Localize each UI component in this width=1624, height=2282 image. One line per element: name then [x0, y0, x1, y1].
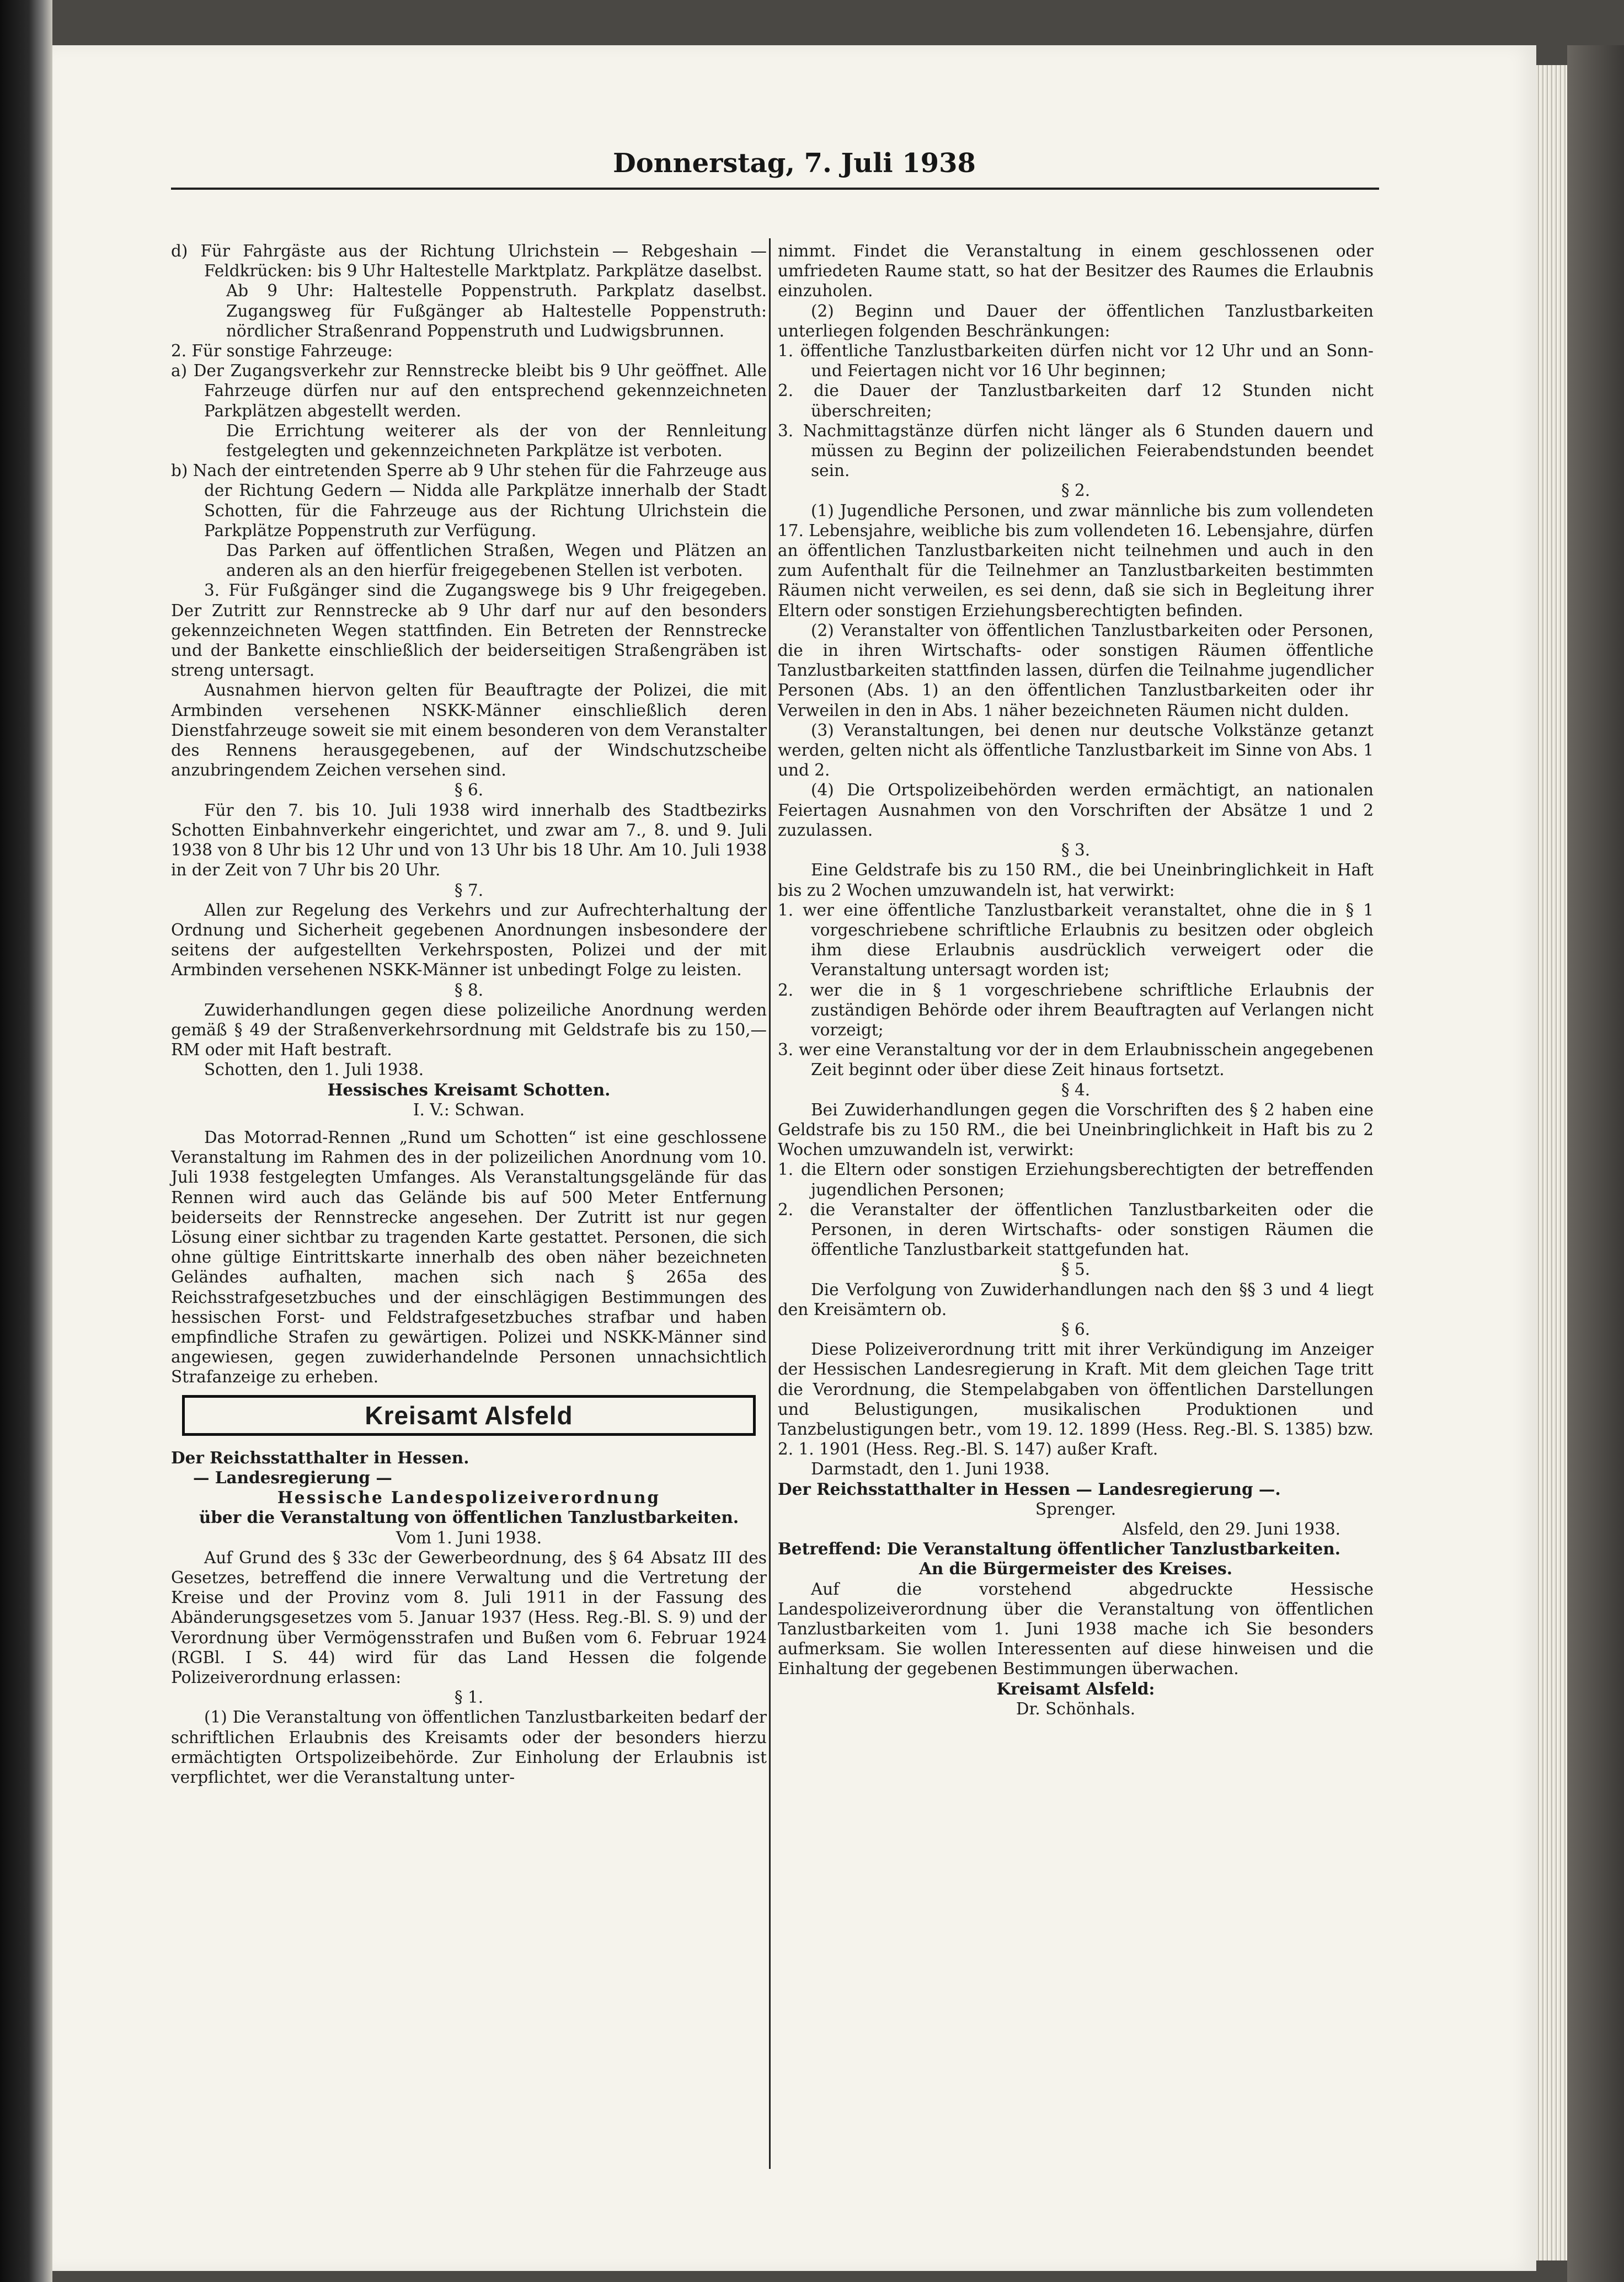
newspaper-page — [52, 45, 1536, 2271]
section-heading: § 6. — [1061, 1319, 1091, 1339]
place-date: Schotten, den 1. Juli 1938. — [204, 1060, 424, 1079]
darmstadt-date: Darmstadt, den 1. Juni 1938. — [811, 1460, 1050, 1479]
item-3: 3. Für Fußgänger sind die Zugangswege bis 9 Uhr freigegeben. Der Zutritt zur Rennstrecke ab 9 Uhr darf nur auf den besonders gekennzeichneten Wegen stattfinden. Ein Betreten der Rennstrecke und der Bankette einschließlich der beiderseitigen Straßengräben ist streng untersagt. — [171, 581, 767, 680]
item-a: a) Der Zugangsverkehr zur Rennstrecke bleibt bis 9 Uhr geöffnet. Alle Fahrzeuge dürfen nur auf den entsprechend gekennzeichneten Parkplätzen abgestellt werden. — [171, 361, 767, 420]
betreffend-line: Betreffend: Die Veranstaltung öffentlicher Tanzlustbarkeiten. — [778, 1539, 1340, 1559]
issuing-authority: Hessisches Kreisamt Schotten. — [327, 1079, 611, 1099]
left-column — [171, 241, 767, 1787]
kreisamt-alsfeld-box: Kreisamt Alsfeld — [182, 1395, 756, 1436]
sprenger-signature: Sprenger. — [1035, 1499, 1116, 1519]
reichsstatthalter-line: Der Reichsstatthalter in Hessen. — [171, 1447, 469, 1467]
section-heading: § 5. — [1061, 1260, 1091, 1279]
signer-name: Dr. Schönhals. — [1016, 1699, 1136, 1718]
list-item: 3. Nachmittagstänze dürfen nicht länger als 6 Stunden dauern und müssen zu Beginn der polizeilichen Feierabendstunden beendet sein. — [778, 421, 1374, 480]
item-d: d) Für Fahrgäste aus der Richtung Ulrichstein — Rebgeshain — Feldkrücken: bis 9 Uhr Haltestelle Marktplatz. Parkplätze daselbst. — [171, 242, 767, 281]
section-1-text: (1) Die Veranstaltung von öffentlichen Tanzlustbarkeiten bedarf der schriftlichen Erlaubnis des Kreisamts oder der besonders hierzu ermächtigten Ortspolizeibehörde. Zur Einholung der Erlaubnis ist verpflichtet, wer die Veranstaltung unter- — [171, 1708, 767, 1787]
section-8-text: Zuwiderhandlungen gegen diese polizeiliche Anordnung werden gemäß § 49 der Straßenverkehrsordnung mit Geldstrafe bis zu 150,— RM oder mit Haft bestraft. — [171, 1000, 767, 1060]
list-item: 3. wer eine Veranstaltung vor der in dem Erlaubnisschein angegebenen Zeit beginnt oder über diese Zeit hinaus fortsetzt. — [778, 1040, 1374, 1079]
reichsstatthalter-signature: Der Reichsstatthalter in Hessen — Landesregierung —. — [778, 1479, 1281, 1499]
section-2-para-3: (3) Veranstaltungen, bei denen nur deutsche Volkstänze getanzt werden, gelten nicht als öffentliche Tanzlustbarkeit im Sinne von Abs. 1 und 2. — [778, 720, 1374, 780]
previous-page-edge — [0, 0, 52, 2282]
right-column — [778, 241, 1374, 1719]
section-7-text: Allen zur Regelung des Verkehrs und zur Aufrechterhaltung der Ordnung und Sicherheit gegebenen Anordnungen insbesondere der seitens der aufgestellten Verkehrsposten, Polizei und der mit Armbinden versehenen NSKK-Männer ist unbedingt Folge zu leisten. — [171, 900, 767, 980]
section-4-intro: Bei Zuwiderhandlungen gegen die Vorschriften des § 2 haben eine Geldstrafe bis zu 150 RM., die bei Uneinbringlichkeit in Haft bis zu 2 Wochen umzuwandeln ist, verwirkt: — [778, 1100, 1374, 1159]
section-heading: § 8. — [454, 980, 484, 1000]
section-2-para-2: (2) Veranstalter von öffentlichen Tanzlustbarkeiten oder Personen, die in ihren Wirtschafts- oder sonstigen Räumen öffentliche Tanzlustbarkeiten stattfinden lassen, dürfen die Teilnahme jugendlicher Personen (Abs. 1) an den öffentlichen Tanzlustbarkeiten oder ihr Verweilen in den in Abs. 1 näher bezeichneten Räumen nicht dulden. — [778, 621, 1374, 720]
list-item: 1. öffentliche Tanzlustbarkeiten dürfen nicht vor 12 Uhr und an Sonn- und Feiertagen nicht vor 16 Uhr beginnen; — [778, 341, 1374, 381]
kreisamt-signature: Kreisamt Alsfeld: — [996, 1679, 1155, 1698]
section-heading: § 7. — [454, 880, 484, 900]
column-divider — [769, 238, 771, 2169]
header-rule — [171, 188, 1379, 190]
section-6-text: Diese Polizeiverordnung tritt mit ihrer Verkündigung im Anzeiger der Hessischen Landesregierung in Kraft. Mit dem gleichen Tage tritt die Verordnung, die Stempelabgaben von öffentlichen Darstellungen und Belustigungen, musikalischen Produktionen und Tanzbelustigungen betr., vom 19. 12. 1899 (Hess. Reg.-Bl. S. 1385) bzw. 2. 1. 1901 (Hess. Reg.-Bl. S. 147) außer Kraft. — [778, 1340, 1374, 1459]
ordinance-title: Hessische Landespolizeiverordnung — [277, 1488, 661, 1508]
book-binding — [1567, 45, 1624, 2282]
section-heading: § 4. — [1061, 1080, 1091, 1099]
continuation-text: nimmt. Findet die Veranstaltung in einem geschlossenen oder umfriedeten Raume statt, so hat der Besitzer des Raumes die Erlaubnis einzuholen. — [778, 242, 1374, 301]
section-heading: § 2. — [1061, 481, 1091, 500]
section-3-intro: Eine Geldstrafe bis zu 150 RM., die bei Uneinbringlichkeit in Haft bis zu 2 Wochen umzuwandeln ist, hat verwirkt: — [778, 861, 1374, 900]
section-6-text: Für den 7. bis 10. Juli 1938 wird innerhalb des Stadtbezirks Schotten Einbahnverkehr eingerichtet, und zwar am 7., 8. und 9. Juli 1938 von 8 Uhr bis 12 Uhr und von 13 Uhr bis 18 Uhr. Am 10. Juli 1938 in der Zeit von 7 Uhr bis 20 Uhr. — [171, 800, 767, 880]
list-item: 1. die Eltern oder sonstigen Erziehungsberechtigten der betreffenden jugendlichen Personen; — [778, 1160, 1374, 1199]
section-heading: § 3. — [1061, 841, 1091, 860]
alsfeld-date: Alsfeld, den 29. Juni 1938. — [1122, 1520, 1340, 1538]
section-2-para-1: (1) Jugendliche Personen, und zwar männliche bis zum vollendeten 17. Lebensjahre, weibliche bis zum vollendeten 16. Lebensjahre, dürfen an öffentlichen Tanzlustbarkeiten nicht teilnehmen und auch in den zum Aufenthalt für die Teilnehmer an Tanzlustbarkeiten bestimmten Räumen nicht verweilen, es sei denn, daß sie sich in Begleitung ihrer Eltern oder sonstigen Erziehungsberechtigten befinden. — [778, 501, 1374, 620]
closing-paragraph: Auf die vorstehend abgedruckte Hessische Landespolizeiverordnung über die Veranstaltung von öffentlichen Tanzlustbarkeiten vom 1. Juni 1938 mache ich Sie besonders aufmerksam. Sie wollen Interessenten auf diese hinweisen und die Einhaltung der gegebenen Bestimmungen überwachen. — [778, 1579, 1374, 1679]
list-item: 2. die Dauer der Tanzlustbarkeiten darf 12 Stunden nicht überschreiten; — [778, 381, 1374, 420]
ordinance-subtitle: über die Veranstaltung von öffentlichen Tanzlustbarkeiten. — [199, 1508, 739, 1527]
ordinance-date: Vom 1. Juni 1938. — [396, 1528, 542, 1547]
exceptions-paragraph: Ausnahmen hiervon gelten für Beauftragte der Polizei, die mit Armbinden versehenen NSKK-Männer einschließlich deren Dienstfahrzeuge soweit sie mit einem besonderen von dem Veranstalter des Rennens herausgegebenen, auf der Windschutzscheibe anzubringendem Zeichen versehen sind. — [171, 681, 767, 780]
item-a-cont: Die Errichtung weiterer als der von der Rennleitung festgelegten und gekennzeichneten Parkplätze ist verboten. — [226, 421, 767, 461]
section-heading: § 1. — [454, 1688, 484, 1707]
paragraph-2-intro: (2) Beginn und Dauer der öffentlichen Tanzlustbarkeiten unterliegen folgenden Beschränkungen: — [778, 301, 1374, 340]
landesregierung-line: — Landesregierung — — [193, 1467, 392, 1487]
preamble: Auf Grund des § 33c der Gewerbeordnung, des § 64 Absatz III des Gesetzes, betreffend die innere Verwaltung und die Vertretung der Kreise und der Provinz vom 8. Juli 1911 in der Fassung des Abänderungsgesetzes vom 5. Januar 1937 (Hess. Reg.-Bl. S. 9) und der Verordnung über Vermögensstrafen und Bußen vom 6. Februar 1924 (RGBl. I S. 44) wird für das Land Hessen die folgende Polizeiverordnung erlassen: — [171, 1548, 767, 1687]
addressee-line: An die Bürgermeister des Kreises. — [918, 1559, 1233, 1579]
list-item: 1. wer eine öffentliche Tanzlustbarkeit veranstaltet, ohne die in § 1 vorgeschriebene schriftliche Erlaubnis zu besitzen oder obgleich ihm diese Erlaubnis ausdrücklich verweigert oder die Veranstaltung untersagt worden ist; — [778, 900, 1374, 980]
section-heading: § 6. — [454, 781, 484, 800]
item-b-cont: Das Parken auf öffentlichen Straßen, Wegen und Plätzen an anderen als an den hierfür freigegebenen Stellen ist verboten. — [226, 541, 767, 580]
list-item: 2. wer die in § 1 vorgeschriebene schriftliche Erlaubnis der zuständigen Behörde oder ihrem Beauftragten auf Verlangen nicht vorzeigt; — [778, 980, 1374, 1039]
signature-line: I. V.: Schwan. — [413, 1100, 525, 1119]
running-head: Donnerstag, 7. Juli 1938 — [613, 148, 976, 179]
section-5-text: Die Verfolgung von Zuwiderhandlungen nach den §§ 3 und 4 liegt den Kreisämtern ob. — [778, 1280, 1374, 1319]
item-b: b) Nach der eintretenden Sperre ab 9 Uhr stehen für die Fahrzeuge aus der Richtung Gedern — Nidda alle Parkplätze innerhalb der Stadt Schotten, für die Fahrzeuge aus der Richtung Ulrichstein die Parkplätze Poppenstruth zur Verfügung. — [171, 461, 767, 540]
item-d-cont: Ab 9 Uhr: Haltestelle Poppenstruth. Parkplatz daselbst. Zugangsweg für Fußgänger ab Haltestelle Poppenstruth: nördlicher Straßenrand Poppenstruth und Ludwigsbrunnen. — [226, 281, 767, 340]
page-stack-edge — [1536, 65, 1567, 2260]
item-2: 2. Für sonstige Fahrzeuge: — [171, 341, 393, 361]
motorrad-notice: Das Motorrad-Rennen „Rund um Schotten“ ist eine geschlossene Veranstaltung im Rahmen des in der polizeilichen Anordnung vom 10. Juli 1938 festgelegten Umfanges. Als Veranstaltungsgelände für das Rennen wird auch das Gelände bis auf 500 Meter Entfernung beiderseits der Rennstrecke angesehen. Der Zutritt ist nur gegen Lösung einer sichtbar zu tragenden Karte gestattet. Personen, die sich ohne gültige Eintrittskarte innerhalb des oben näher bezeichneten Geländes aufhalten, machen sich nach § 265a des Reichsstrafgesetzbuches und der einschlägigen Bestimmungen des hessischen Forst- und Feldstrafgesetzbuches strafbar und haben empfindliche Strafen zu gewärtigen. Polizei und NSKK-Männer sind angewiesen, gegen zuwiderhandelnde Personen unnachsichtlich Strafanzeige zu erheben. — [171, 1127, 767, 1387]
section-2-para-4: (4) Die Ortspolizeibehörden werden ermächtigt, an nationalen Feiertagen Ausnahmen von den Vorschriften der Absätze 1 und 2 zuzulassen. — [778, 781, 1374, 840]
list-item: 2. die Veranstalter der öffentlichen Tanzlustbarkeiten oder die Personen, in deren Wirtschafts- oder sonstigen Räumen die öffentliche Tanzlustbarkeit stattgefunden hat. — [778, 1200, 1374, 1259]
